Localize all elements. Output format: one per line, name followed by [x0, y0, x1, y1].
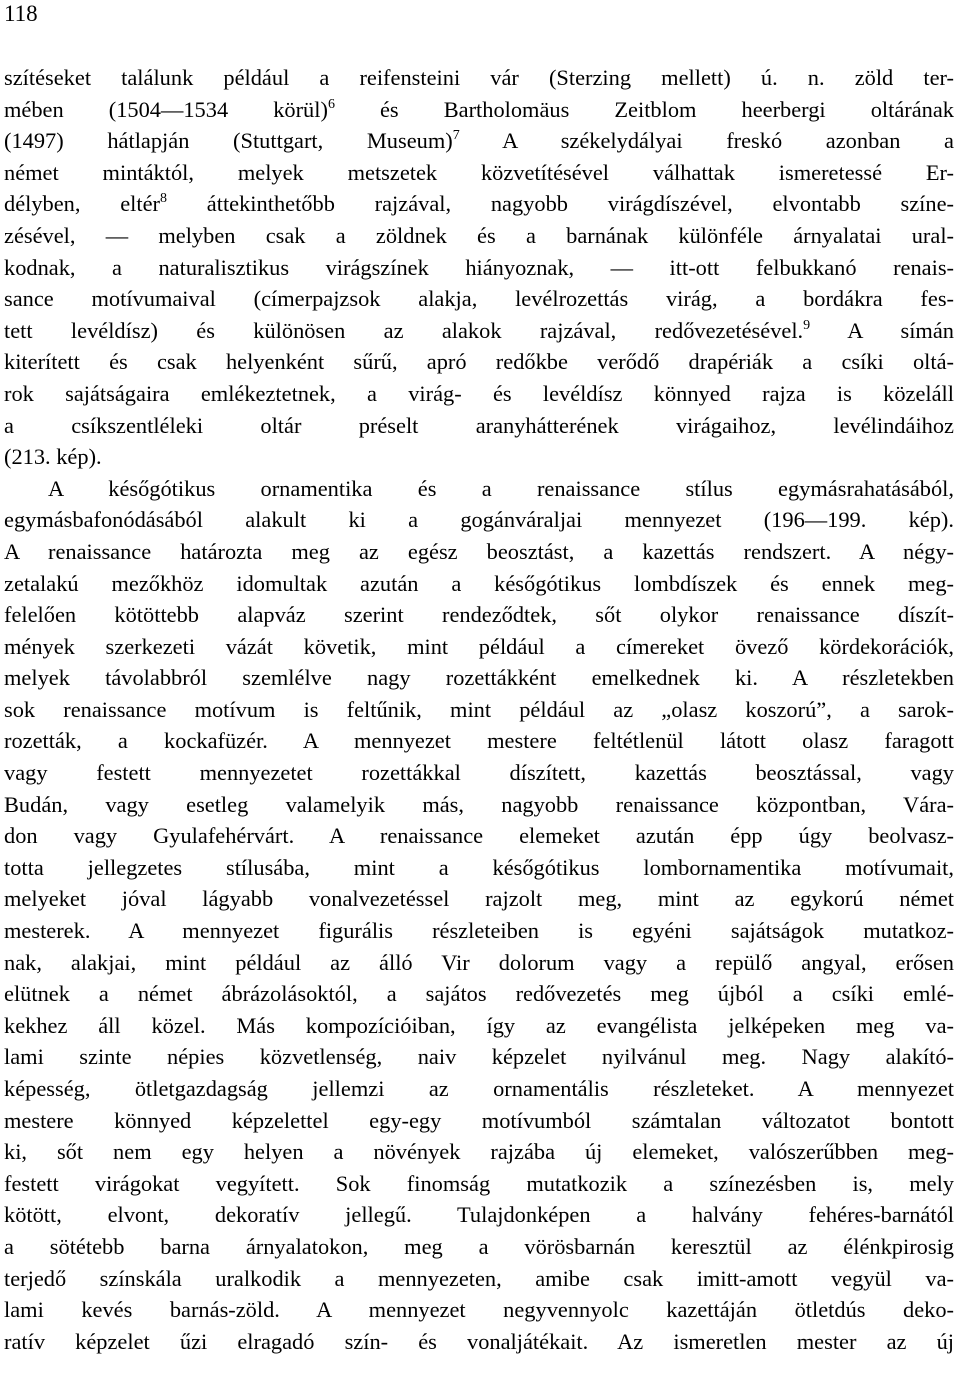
- text-run: nak, alakjai, mint például az álló Vir dolorum vagy a repülő angyal, erősen: [4, 949, 954, 975]
- text-line: [4, 599, 954, 631]
- text-run: A renaissance határozta meg az egész beosztást, a kazettás rendszert. A négy-: [4, 538, 954, 564]
- text-run: totta jellegzetes stílusába, mint a későgótikus lombornamentika motívumait,: [4, 854, 954, 880]
- paragraph: [4, 473, 954, 1358]
- text-run: vagy festett mennyezetet rozettákkal díszített, kazettás beosztással, vagy: [4, 760, 954, 786]
- text-run: a csíkszentléleki oltár préselt aranyhátterének virágaihoz, levélindáihoz: [4, 412, 954, 438]
- text-run: kekhez áll közel. Más kompozícióiban, így az evangélista jelképeken meg va-: [4, 1012, 954, 1038]
- text-run: ratív képzelet űzi elragadó szín- és vonaljátékait. Az ismeretlen mester az új: [4, 1328, 954, 1354]
- text-run: német mintáktól, melyek metszetek közvetítésével válhattak ismeretessé Er-: [4, 159, 954, 185]
- text-line: [4, 1326, 954, 1358]
- text-run: mestere könnyed képzelettel egy-egy motívumból számtalan változatot bontott: [4, 1107, 954, 1133]
- footnote-marker: 9: [803, 317, 811, 333]
- footnote-marker: 6: [327, 96, 335, 112]
- text-run: képesség, ötletgazdagság jellemzi az ornamentális részleteket. A mennyezet: [4, 1076, 954, 1101]
- text-run: kötött, elvont, dekoratív jellegű. Tulajdonképen a halvány fehéres-barnától: [4, 1202, 954, 1228]
- text-line: [4, 157, 954, 189]
- text-run: rozetták, a kockafüzér. A mennyezet mestere feltétlenül látott olasz faragott: [4, 728, 954, 754]
- text-line: [4, 725, 954, 757]
- text-line: [4, 188, 954, 220]
- text-line: [4, 62, 954, 94]
- text-run: festett virágokat vegyített. Sok finomság mutatkozik a színezésben is, mely: [4, 1170, 954, 1196]
- text-line: [4, 1136, 954, 1168]
- text-line: [4, 1231, 954, 1263]
- text-run: Budán, vagy esetleg valamelyik más, nagyobb renaissance központban, Vára-: [4, 791, 954, 817]
- text-run: elütnek a német ábrázolásoktól, a sajátos redővezetés meg újból a csíki emlé-: [4, 981, 954, 1007]
- text-run: délyben, eltér: [4, 191, 161, 217]
- text-run: mében (1504—1534 körül): [4, 96, 328, 122]
- page-number: 118: [4, 1, 38, 26]
- text-run: tett levéldísz) és különösen az alakok rajzával, redővezetésével.: [4, 317, 804, 343]
- text-run: melyek távolabbról szemlélve nagy rozettákként emelkednek ki. A részletekben: [4, 665, 954, 691]
- text-line: [4, 1073, 954, 1105]
- text-run: sance motívumaival (címerpajzsok alakja, levélrozettás virág, a bordákra fes-: [4, 286, 954, 312]
- text-run: lami kevés barnás-zöld. A mennyezet negyvennyolc kazettáján ötletdús deko-: [4, 1297, 954, 1323]
- text-run: és Bartholomäus Zeitblom heerbergi oltárának: [334, 96, 954, 122]
- text-line: [4, 789, 954, 821]
- text-run: mesterek. A mennyezet figurális részleteiben is egyéni sajátságok mutatkoz-: [4, 918, 954, 944]
- text-run: rok sajátságaira emlékeztetnek, a virág- és levéldísz könnyed rajza is közeláll: [4, 380, 954, 406]
- text-line: [4, 125, 954, 157]
- text-line: [4, 757, 954, 789]
- text-line: [4, 978, 954, 1010]
- text-line: [4, 441, 954, 473]
- paragraph: [4, 62, 954, 473]
- text-line: [4, 694, 954, 726]
- text-line: [4, 536, 954, 568]
- text-line: [4, 283, 954, 315]
- text-run: terjedő színskála uralkodik a mennyezeten, amibe csak imitt-amott vegyül va-: [4, 1265, 954, 1291]
- text-line: [4, 94, 954, 126]
- text-line: [4, 220, 954, 252]
- text-line: [4, 1010, 954, 1042]
- text-line: [4, 947, 954, 979]
- text-line: [4, 1199, 954, 1231]
- text-line: [4, 820, 954, 852]
- text-run: felelően kötöttebb alapváz szerint rendeződtek, sőt olykor renaissance díszít-: [4, 602, 954, 628]
- text-run: lami szinte népies közvetlenség, naiv képzelet nyilvánul meg. Nagy alakító-: [4, 1044, 954, 1070]
- text-line: [4, 883, 954, 915]
- text-run: kiterített és csak helyenként sűrű, apró redőkbe verődő drapériák a csíki oltá-: [4, 349, 954, 375]
- text-run: szítéseket találunk például a reifensteini vár (Sterzing mellett) ú. n. zöld ter-: [4, 65, 954, 90]
- text-run: melyeket jóval lágyabb vonalvezetéssel rajzolt meg, mint az egykorú német: [4, 886, 954, 912]
- footnote-marker: 8: [160, 191, 168, 207]
- text-line: [4, 252, 954, 284]
- text-line: [4, 346, 954, 378]
- text-line: [4, 568, 954, 600]
- text-run: ki, sőt nem egy helyen a növények rajzába új elemeket, valószerűbben meg-: [4, 1139, 954, 1165]
- text-line: [4, 315, 954, 347]
- text-line: [4, 852, 954, 884]
- text-run: A székelydályai freskó azonban a: [459, 128, 954, 154]
- text-run: A símán: [810, 317, 954, 343]
- text-run: (213. kép).: [4, 444, 102, 470]
- text-line: [4, 1294, 954, 1326]
- text-line: [4, 504, 954, 536]
- text-line: [4, 1041, 954, 1073]
- text-run: zetalakú mezőkhöz idomultak azután a későgótikus lombdíszek és ennek meg-: [4, 570, 954, 596]
- text-line: [4, 631, 954, 663]
- text-line: [4, 378, 954, 410]
- text-run: egymásbafonódásából alakult ki a gogánváraljai mennyezet (196—199. kép).: [4, 507, 954, 533]
- body-text: [4, 62, 954, 1357]
- text-run: (1497) hátlapján (Stuttgart, Museum): [4, 128, 453, 154]
- text-run: don vagy Gyulafehérvárt. A renaissance elemeket azután épp úgy beolvasz-: [4, 823, 954, 849]
- text-run: zésével, — melyben csak a zöldnek és a barnának különféle árnyalatai ural-: [4, 222, 954, 248]
- text-line: [4, 473, 954, 505]
- text-run: sok renaissance motívum is feltűnik, mint például az „olasz koszorú”, a sarok-: [4, 696, 954, 722]
- text-run: áttekinthetőbb rajzával, nagyobb virágdíszével, elvontabb színe-: [167, 191, 954, 217]
- text-line: [4, 1263, 954, 1295]
- text-run: A későgótikus ornamentika és a renaissance stílus egymásrahatásából,: [48, 475, 954, 501]
- footnote-marker: 7: [452, 128, 460, 144]
- text-line: [4, 662, 954, 694]
- text-run: a sötétebb barna árnyalatokon, meg a vörösbarnán keresztül az élénkpirosig: [4, 1233, 954, 1259]
- text-line: [4, 410, 954, 442]
- text-line: [4, 1168, 954, 1200]
- text-line: [4, 1105, 954, 1137]
- text-run: mények szerkezeti vázát követik, mint például a címereket övező kördekorációk,: [4, 633, 954, 659]
- text-run: kodnak, a naturalisztikus virágszínek hiányoznak, — itt-ott felbukkanó renais-: [4, 254, 954, 280]
- text-line: [4, 915, 954, 947]
